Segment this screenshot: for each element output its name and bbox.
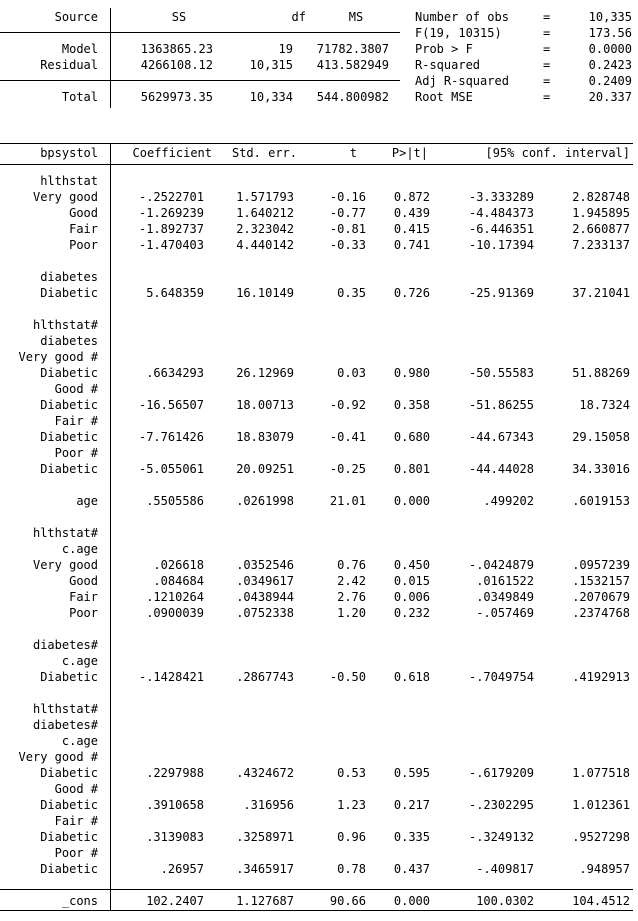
anova-vertical-rule [110, 8, 111, 108]
coef-rule-header [0, 164, 633, 165]
std-err-value: .0352546 [236, 558, 294, 572]
coef-label [0, 509, 98, 525]
p-value: 0.015 [393, 574, 430, 588]
coef-label: Very good # [18, 750, 98, 764]
ci-lower-value: 100.0302 [476, 894, 534, 908]
coef-rule-cons [0, 889, 633, 890]
ci-lower-value: -44.44028 [468, 462, 534, 476]
coef-label: hlthstat# [32, 318, 98, 332]
coef-label: hlthstat# [32, 702, 98, 716]
anova-source: Total [61, 90, 98, 104]
t-value: 1.23 [337, 798, 366, 812]
coef-label: Poor # [54, 446, 98, 460]
header-p-value: P>|t| [391, 146, 428, 160]
p-value: 0.618 [393, 670, 430, 684]
p-value: 0.335 [393, 830, 430, 844]
p-value: 0.680 [393, 430, 430, 444]
coef-label [0, 621, 98, 637]
std-err-value: .316956 [243, 798, 294, 812]
t-value: -0.33 [329, 238, 366, 252]
ci-lower-value: -.6179209 [468, 766, 534, 780]
ci-upper-value: 104.4512 [572, 894, 630, 908]
anova-rule-top [0, 32, 400, 33]
coef-label [0, 301, 98, 317]
coef-value: -.2522701 [138, 190, 204, 204]
t-value: 21.01 [329, 494, 366, 508]
std-err-value: 2.323042 [236, 222, 294, 236]
std-err-value: .2867743 [236, 670, 294, 684]
coef-label: Diabetic [40, 766, 98, 780]
coef-label: Diabetic [40, 366, 98, 380]
p-value: 0.980 [393, 366, 430, 380]
anova-ss: 1363865.23 [140, 42, 213, 56]
coef-label: Diabetic [40, 430, 98, 444]
ci-upper-value: .9527298 [572, 830, 630, 844]
p-value: 0.741 [393, 238, 430, 252]
p-value: 0.232 [393, 606, 430, 620]
t-value: -0.16 [329, 190, 366, 204]
coef-value: .3910658 [146, 798, 204, 812]
coef-value: -1.470403 [138, 238, 204, 252]
p-value: 0.595 [393, 766, 430, 780]
std-err-value: 1.640212 [236, 206, 294, 220]
fit-stat-eq: = [543, 90, 551, 104]
coef-label [0, 253, 98, 269]
coef-value: .0900039 [146, 606, 204, 620]
t-value: -0.25 [329, 462, 366, 476]
std-err-value: .0752338 [236, 606, 294, 620]
std-err-value: .3465917 [236, 862, 294, 876]
p-value: 0.872 [393, 190, 430, 204]
coef-vertical-rule [110, 143, 111, 910]
anova-source: Residual [40, 58, 98, 72]
t-value: -0.92 [329, 398, 366, 412]
coef-value: .1210264 [146, 590, 204, 604]
t-value: 2.42 [337, 574, 366, 588]
ci-lower-value: -3.333289 [468, 190, 534, 204]
coef-label: diabetes# [32, 638, 98, 652]
ci-lower-value: -.2302295 [468, 798, 534, 812]
header-std-err: Std. err. [231, 146, 297, 160]
coef-label: Good [69, 574, 98, 588]
anova-ms: 413.582949 [316, 58, 389, 72]
t-value: 2.76 [337, 590, 366, 604]
p-value: 0.000 [393, 894, 430, 908]
coef-label: Very good [32, 190, 98, 204]
ci-lower-value: -10.17394 [468, 238, 534, 252]
ci-upper-value: 7.233137 [572, 238, 630, 252]
coef-value: .026618 [153, 558, 204, 572]
coef-value: .2297988 [146, 766, 204, 780]
fit-stat-eq: = [543, 42, 551, 56]
coef-label: c.age [61, 654, 98, 668]
coef-label: Good # [54, 382, 98, 396]
ci-lower-value: -.057469 [476, 606, 534, 620]
p-value: 0.437 [393, 862, 430, 876]
coef-rule-bottom [0, 910, 633, 911]
depvar-name: bpsystol [40, 146, 98, 160]
coef-value: -1.892737 [138, 222, 204, 236]
coef-label: c.age [61, 734, 98, 748]
coef-value: .6634293 [146, 366, 204, 380]
coef-label: Poor [69, 238, 98, 252]
p-value: 0.358 [393, 398, 430, 412]
ci-lower-value: -.7049754 [468, 670, 534, 684]
fit-stat-value: 173.56 [588, 26, 632, 40]
anova-df: 19 [278, 42, 293, 56]
t-value: -0.50 [329, 670, 366, 684]
std-err-value: 18.00713 [236, 398, 294, 412]
fit-stat-eq: = [543, 74, 551, 88]
std-err-value: 20.09251 [236, 462, 294, 476]
fit-stat-value: 0.0000 [588, 42, 632, 56]
anova-rule-total [0, 80, 400, 81]
coef-value: -1.269239 [138, 206, 204, 220]
header-coefficient: Coefficient [132, 146, 212, 160]
ci-lower-value: -25.91369 [468, 286, 534, 300]
ci-lower-value: -6.446351 [468, 222, 534, 236]
anova-header-ms: MS [348, 10, 364, 24]
coef-value: -7.761426 [138, 430, 204, 444]
ci-lower-value: -4.484373 [468, 206, 534, 220]
header-conf-interval: [95% conf. interval] [485, 146, 630, 160]
ci-upper-value: 1.077518 [572, 766, 630, 780]
fit-stat-label: Prob > F [415, 42, 473, 56]
fit-stat-eq: = [543, 26, 551, 40]
ci-upper-value: 2.828748 [572, 190, 630, 204]
t-value: -0.41 [329, 430, 366, 444]
coef-label: Poor [69, 606, 98, 620]
ci-lower-value: -50.55583 [468, 366, 534, 380]
anova-header-source: Source [54, 10, 98, 24]
fit-stat-label: R-squared [415, 58, 481, 72]
coef-label: Very good # [18, 350, 98, 364]
ci-lower-value: -44.67343 [468, 430, 534, 444]
ci-lower-value: -.3249132 [468, 830, 534, 844]
coef-label: diabetes [40, 270, 98, 284]
fit-stat-label: F(19, 10315) [415, 26, 502, 40]
coef-value: .084684 [153, 574, 204, 588]
ci-upper-value: 37.21041 [572, 286, 630, 300]
coef-label: Good # [54, 782, 98, 796]
t-value: 0.78 [337, 862, 366, 876]
ci-upper-value: 1.012361 [572, 798, 630, 812]
coef-label: Good [69, 206, 98, 220]
coef-label: Poor # [54, 846, 98, 860]
fit-stat-value: 10,335 [588, 10, 632, 24]
anova-header-df: df [291, 10, 306, 24]
coef-label: Diabetic [40, 862, 98, 876]
p-value: 0.006 [393, 590, 430, 604]
t-value: 0.96 [337, 830, 366, 844]
coef-label: Diabetic [40, 798, 98, 812]
coef-label: Very good [32, 558, 98, 572]
std-err-value: 26.12969 [236, 366, 294, 380]
std-err-value: 1.571793 [236, 190, 294, 204]
coef-label: Fair [69, 590, 98, 604]
coef-label: hlthstat [40, 174, 98, 188]
coef-label: Fair # [54, 414, 98, 428]
ci-upper-value: .0957239 [572, 558, 630, 572]
coef-label: Diabetic [40, 670, 98, 684]
ci-upper-value: .1532157 [572, 574, 630, 588]
fit-stat-value: 20.337 [588, 90, 632, 104]
coef-label [0, 477, 98, 493]
ci-upper-value: 51.88269 [572, 366, 630, 380]
t-value: -0.81 [329, 222, 366, 236]
fit-stat-label: Number of obs [415, 10, 509, 24]
coef-value: 102.2407 [146, 894, 204, 908]
ci-upper-value: 29.15058 [572, 430, 630, 444]
p-value: 0.217 [393, 798, 430, 812]
anova-df: 10,315 [249, 58, 293, 72]
anova-ss: 4266108.12 [140, 58, 213, 72]
ci-upper-value: .948957 [579, 862, 630, 876]
ci-lower-value: .0161522 [476, 574, 534, 588]
coef-value: .26957 [160, 862, 204, 876]
std-err-value: 18.83079 [236, 430, 294, 444]
coef-label: c.age [61, 542, 98, 556]
p-value: 0.415 [393, 222, 430, 236]
coef-label: Diabetic [40, 462, 98, 476]
coef-value: -5.055061 [138, 462, 204, 476]
p-value: 0.726 [393, 286, 430, 300]
ci-upper-value: 1.945895 [572, 206, 630, 220]
coef-value: -16.56507 [138, 398, 204, 412]
ci-upper-value: 2.660877 [572, 222, 630, 236]
std-err-value: 4.440142 [236, 238, 294, 252]
ci-lower-value: -.0424879 [468, 558, 534, 572]
t-value: 90.66 [329, 894, 366, 908]
fit-stat-label: Root MSE [415, 90, 473, 104]
anova-ms: 71782.3807 [316, 42, 389, 56]
ci-lower-value: -51.86255 [468, 398, 534, 412]
t-value: -0.77 [329, 206, 366, 220]
std-err-value: .0261998 [236, 494, 294, 508]
header-t: t [349, 146, 357, 160]
coef-value: 5.648359 [146, 286, 204, 300]
coef-value: .5505586 [146, 494, 204, 508]
std-err-value: 1.127687 [236, 894, 294, 908]
fit-stat-value: 0.2423 [588, 58, 632, 72]
std-err-value: 16.10149 [236, 286, 294, 300]
fit-stat-value: 0.2409 [588, 74, 632, 88]
coef-label: diabetes# [32, 718, 98, 732]
ci-upper-value: 18.7324 [579, 398, 630, 412]
coef-label: Fair [69, 222, 98, 236]
coef-label: Fair # [54, 814, 98, 828]
coef-label [0, 685, 98, 701]
ci-lower-value: .0349849 [476, 590, 534, 604]
anova-df: 10,334 [249, 90, 293, 104]
fit-stat-eq: = [543, 10, 551, 24]
ci-upper-value: .2374768 [572, 606, 630, 620]
anova-ms: 544.800982 [316, 90, 389, 104]
p-value: 0.450 [393, 558, 430, 572]
coef-label: diabetes [40, 334, 98, 348]
t-value: 1.20 [337, 606, 366, 620]
coef-value: .3139083 [146, 830, 204, 844]
ci-lower-value: .499202 [483, 494, 534, 508]
anova-header-ss: SS [171, 10, 187, 24]
t-value: 0.35 [337, 286, 366, 300]
std-err-value: .0349617 [236, 574, 294, 588]
coef-rule-top [0, 143, 633, 144]
fit-stat-eq: = [543, 58, 551, 72]
coef-label: age [76, 494, 98, 508]
std-err-value: .4324672 [236, 766, 294, 780]
std-err-value: .3258971 [236, 830, 294, 844]
t-value: 0.53 [337, 766, 366, 780]
p-value: 0.000 [393, 494, 430, 508]
anova-ss: 5629973.35 [140, 90, 213, 104]
p-value: 0.801 [393, 462, 430, 476]
ci-upper-value: 34.33016 [572, 462, 630, 476]
t-value: 0.03 [337, 366, 366, 380]
coef-value: -.1428421 [138, 670, 204, 684]
std-err-value: .0438944 [236, 590, 294, 604]
ci-lower-value: -.409817 [476, 862, 534, 876]
coef-label: _cons [61, 894, 98, 908]
coef-label: Diabetic [40, 286, 98, 300]
p-value: 0.439 [393, 206, 430, 220]
ci-upper-value: .6019153 [572, 494, 630, 508]
anova-source: Model [61, 42, 98, 56]
coef-label: Diabetic [40, 830, 98, 844]
coef-label: hlthstat# [32, 526, 98, 540]
t-value: 0.76 [337, 558, 366, 572]
ci-upper-value: .4192913 [572, 670, 630, 684]
coef-label: Diabetic [40, 398, 98, 412]
fit-stat-label: Adj R-squared [415, 74, 509, 88]
ci-upper-value: .2070679 [572, 590, 630, 604]
